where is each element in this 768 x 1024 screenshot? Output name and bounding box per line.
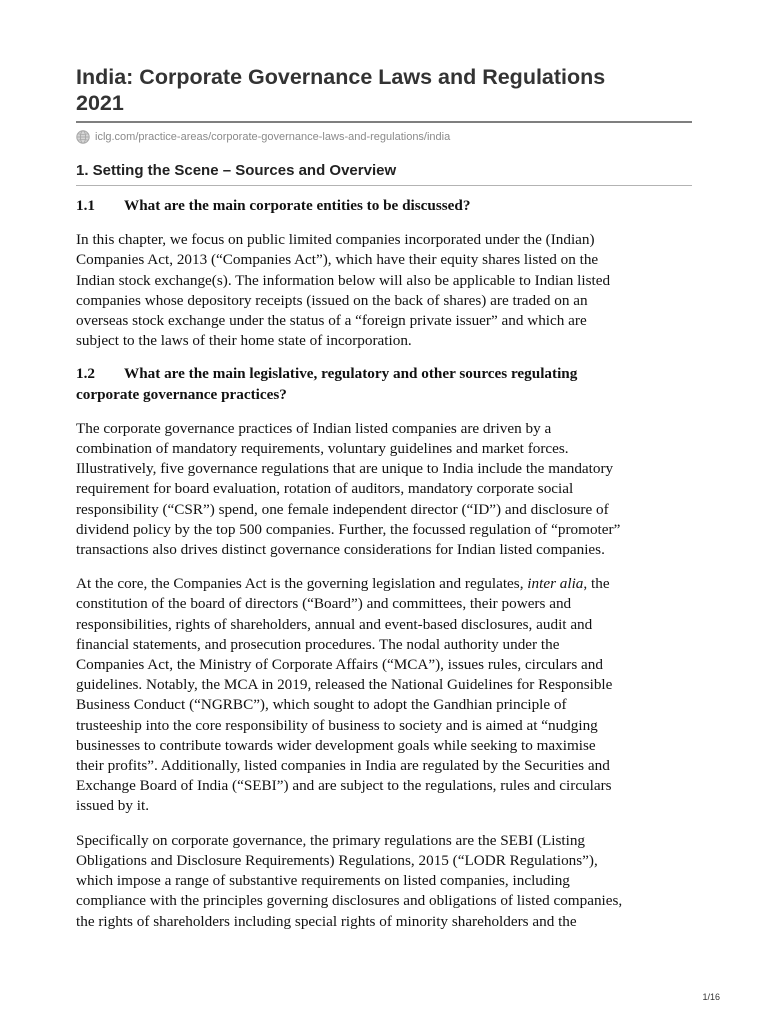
text-line: Illustratively, five governance regulations that are unique to India include the mandatory — [76, 460, 614, 478]
text-line: The corporate governance practices of Indian listed companies are driven by a — [76, 419, 552, 437]
question-number: 1.2 — [76, 365, 95, 383]
text-line: overseas stock exchange under the status of a “foreign private issuer” and which are — [76, 312, 587, 330]
answer-1-2-paragraph-3 — [76, 831, 692, 932]
answer-1-2-paragraph-2 — [76, 574, 692, 816]
title-line-2: 2021 — [76, 91, 124, 115]
text-line: transactions also drives distinct governance considerations for Indian listed companies. — [76, 541, 605, 559]
answer-1-2-paragraph-1 — [76, 419, 692, 560]
text-line: Indian stock exchange(s). The information below will also be applicable to Indian listed — [76, 271, 611, 289]
section-heading: 1. Setting the Scene – Sources and Overview — [76, 162, 397, 179]
text-line: compliance with the principles governing disclosures and obligations of listed companies, — [76, 892, 623, 910]
text-line: responsibility (“CSR”) spend, one female independent director (“ID”) and disclosure of — [76, 500, 609, 518]
text-line: their profits”. Additionally, listed companies in India are regulated by the Securities and — [76, 757, 610, 775]
text-line: constitution of the board of directors (“Board”) and committees, their powers and — [76, 595, 572, 613]
text-line: Exchange Board of India (“SEBI”) and are subject to the regulations, rules and circulars — [76, 777, 612, 795]
question-1-1 — [76, 196, 692, 216]
title-line-1: India: Corporate Governance Laws and Regulations — [76, 65, 606, 89]
text-line: Business Conduct (“NGRBC”), which sought to adopt the Gandhian principle of — [76, 696, 567, 714]
text-line: financial statements, and prosecution procedures. The nodal authority under the — [76, 635, 560, 653]
text-line: responsibilities, rights of shareholders, annual and event-based disclosures, audit and — [76, 615, 593, 633]
answer-1-1-paragraph — [76, 230, 692, 351]
text-line: Specifically on corporate governance, the primary regulations are the SEBI (Listing — [76, 831, 586, 849]
question-text: What are the main corporate entities to be discussed? — [124, 197, 471, 214]
text-line: In this chapter, we focus on public limited companies incorporated under the (Indian) — [76, 231, 595, 249]
question-number: 1.1 — [76, 197, 95, 214]
text-line: guidelines. Notably, the MCA in 2019, released the National Guidelines for Responsible — [76, 676, 613, 694]
question-text-line-2: corporate governance practices? — [76, 385, 287, 403]
text-line: subject to the laws of their home state of incorporation. — [76, 332, 412, 350]
globe-icon — [76, 130, 90, 144]
page-number: 1/16 — [702, 992, 720, 1002]
text-line: Obligations and Disclosure Requirements) Regulations, 2015 (“LODR Regulations”), — [76, 851, 598, 869]
section-divider — [76, 185, 692, 186]
title-divider — [76, 121, 692, 123]
question-1-2 — [76, 364, 692, 404]
text-run: , the — [583, 575, 610, 593]
text-line: Companies Act, the Ministry of Corporate Affairs (“MCA”), issues rules, circulars and — [76, 656, 603, 674]
text-line: requirement for board evaluation, rotation of auditors, mandatory corporate social — [76, 480, 574, 498]
text-line: businesses to contribute towards wider development goals while seeking to maximise — [76, 736, 596, 754]
text-line: the rights of shareholders including special rights of minority shareholders and the — [76, 912, 577, 930]
question-text-line-1: What are the main legislative, regulatory and other sources regulating — [124, 365, 578, 383]
document-title — [76, 64, 692, 116]
text-line: companies whose depository receipts (issued on the back of shares) are traded on an — [76, 291, 588, 309]
source-url[interactable] — [76, 126, 692, 148]
text-line: which impose a range of substantive requirements on listed companies, including — [76, 872, 570, 890]
text-run: At the core, the Companies Act is the governing legislation and regulates, — [76, 575, 528, 593]
text-line: dividend policy by the top 500 companies. Further, the focussed regulation of “promoter” — [76, 520, 621, 538]
url-host: iclg.com — [95, 131, 136, 143]
text-line: issued by it. — [76, 797, 149, 815]
text-line — [76, 574, 692, 594]
text-line: combination of mandatory requirements, voluntary guidelines and market forces. — [76, 440, 569, 458]
url-path: /practice-areas/corporate-governance-laws-and-regulations/india — [135, 131, 451, 143]
text-line: Companies Act, 2013 (“Companies Act”), which have their equity shares listed on the — [76, 251, 599, 269]
italic-term: inter alia — [527, 575, 584, 593]
text-line: trusteeship into the core responsibility of business to society and is aimed at “nudging — [76, 716, 598, 734]
